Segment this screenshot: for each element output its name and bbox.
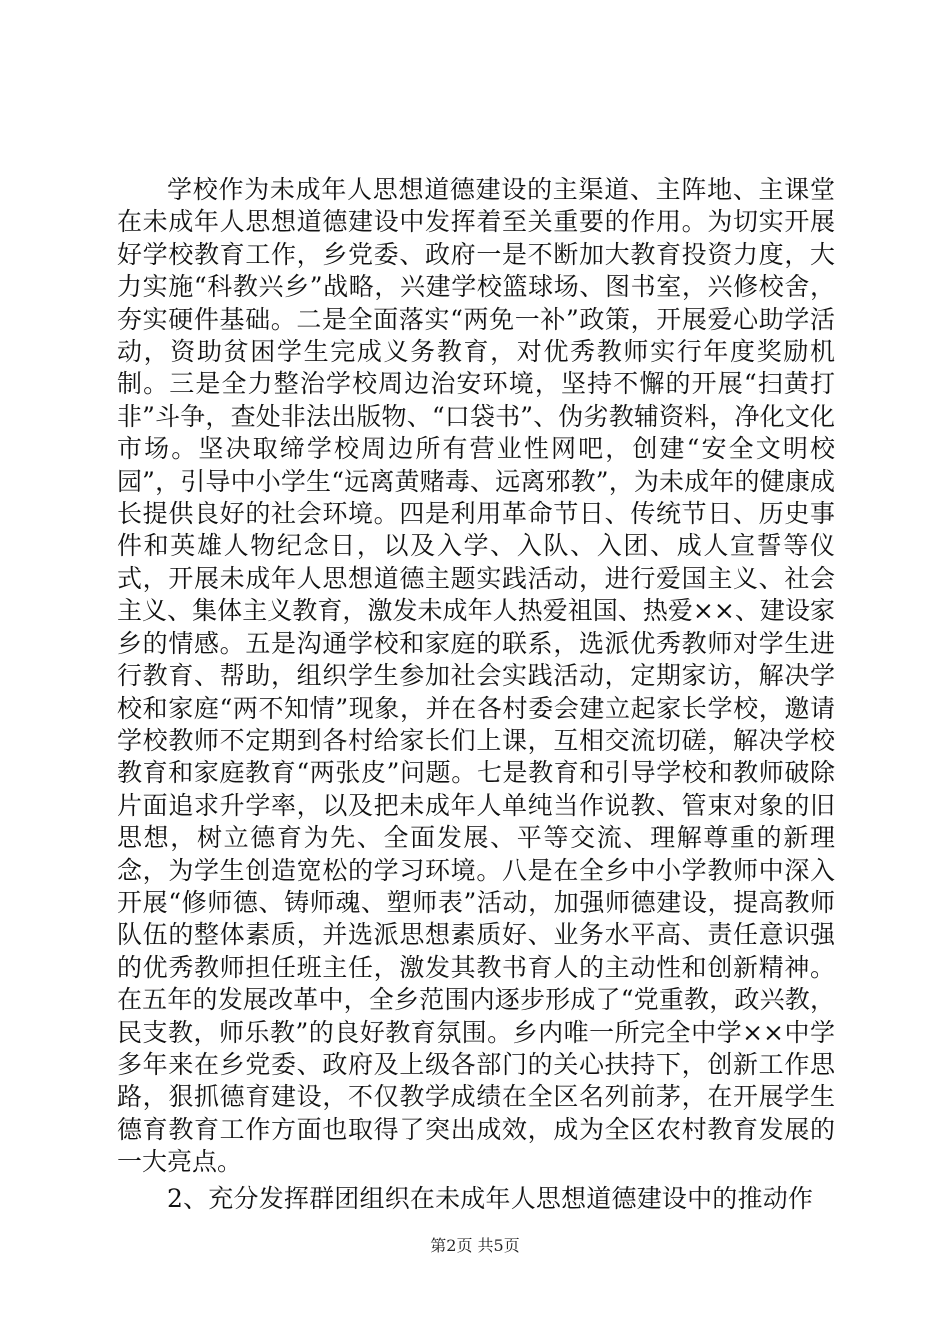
page-number-footer: 第2页 共5页 bbox=[430, 1236, 520, 1255]
document-body bbox=[117, 174, 835, 1215]
paragraph-school-education: 学校作为未成年人思想道德建设的主渠道、主阵地、主课堂在未成年人思想道德建设中发挥着至关重要的作用。为切实开展好学校教育工作，乡党委、政府一是不断加大教育投资力度，大力实施“科教兴乡”战略，兴建学校篮球场、图书室，兴修校舍，夯实硬件基础。二是全面落实“两免一补”政策，开展爱心助学活动，资助贫困学生完成义务教育，对优秀教师实行年度奖励机制。三是全力整治学校周边治安环境，坚持不懈的开展“扫黄打非”斗争，查处非法出版物、“口袋书”、伪劣教辅资料，净化文化市场。坚决取缔学校周边所有营业性网吧，创建“安全文明校园”，引导中小学生“远离黄赌毒、远离邪教”，为未成年的健康成长提供良好的社会环境。四是利用革命节日、传统节日、历史事件和英雄人物纪念日，以及入学、入队、入团、成人宣誓等仪式，开展未成年人思想道德主题实践活动，进行爱国主义、社会主义、集体主义教育，激发未成年人热爱祖国、热爱××、建设家乡的情感。五是沟通学校和家庭的联系，选派优秀教师对学生进行教育、帮助，组织学生参加社会实践活动，定期家访，解决学校和家庭“两不知情”现象，并在各村委会建立起家长学校，邀请学校教师不定期到各村给家长们上课，互相交流切磋，解决学校教育和家庭教育“两张皮”问题。七是教育和引导学校和教师破除片面追求升学率，以及把未成年人单纯当作说教、管束对象的旧思想，树立德育为先、全面发展、平等交流、理解尊重的新理念，为学生创造宽松的学习环境。八是在全乡中小学教师中深入开展“修师德、铸师魂、塑师表”活动，加强师德建设，提高教师队伍的整体素质，并选派思想素质好、业务水平高、责任意识强的优秀教师担任班主任，激发其教书育人的主动性和创新精神。在五年的发展改革中，全乡范围内逐步形成了“党重教，政兴教，民支教，师乐教”的良好教育氛围。乡内唯一所完全中学××中学多年来在乡党委、政府及上级各部门的关心扶持下，创新工作思路，狠抓德育建设，不仅教学成绩在全区名列前茅，在开展学生德育教育工作方面也取得了突出成效，成为全区农村教育发展的一大亮点。 bbox=[117, 175, 835, 1177]
section-heading-mass-organizations: 2、充分发挥群团组织在未成年人思想道德建设中的推动作 bbox=[167, 1183, 814, 1213]
